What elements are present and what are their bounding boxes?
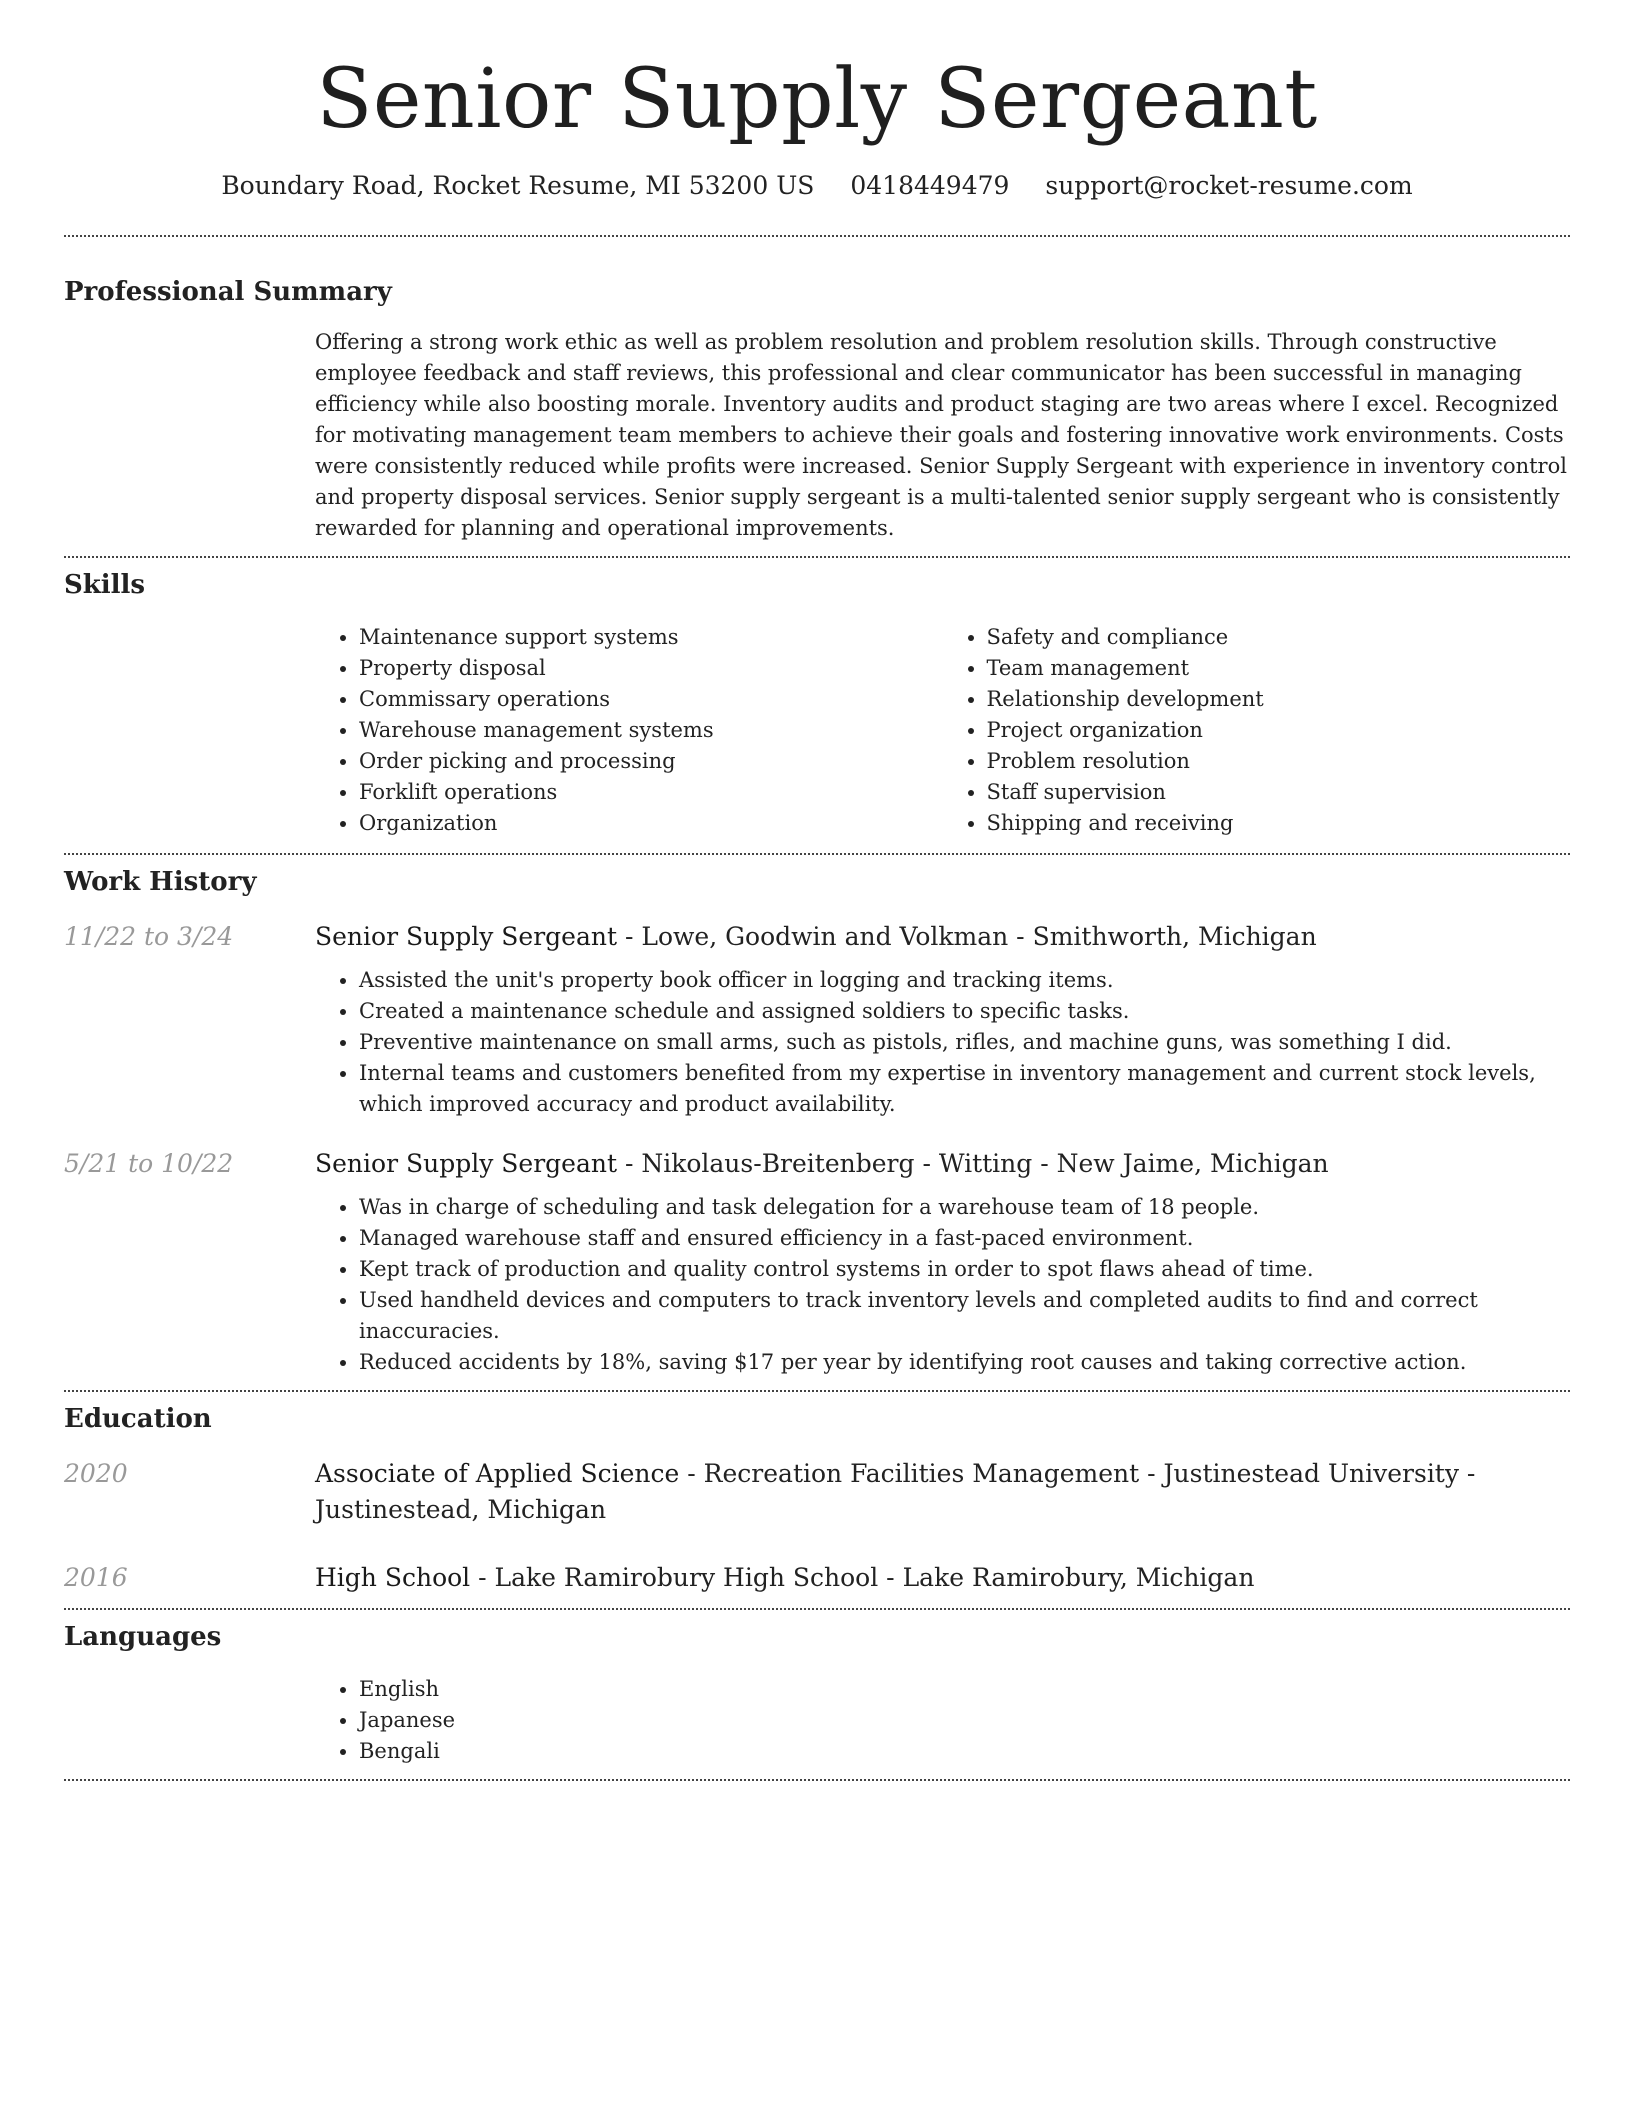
skill-item: • Organization	[359, 808, 943, 839]
job-bullets	[315, 1192, 1570, 1390]
education-degree: High School	[315, 1563, 471, 1592]
job-bullet: • Managed warehouse staff and ensured efficiency in a fast-paced environment.	[359, 1223, 1570, 1254]
job-bullet: • Assisted the unit's property book officer in logging and tracking items.	[359, 965, 1570, 996]
skill-item: • Shipping and receiving	[987, 808, 1571, 839]
skills-grid	[315, 622, 1570, 853]
skill-item: • Warehouse management systems	[359, 715, 943, 746]
job-role: Senior Supply Sergeant	[315, 1149, 617, 1178]
skill-item: • Team management	[987, 653, 1571, 684]
languages-section	[64, 1610, 1570, 1779]
education-entry	[64, 1560, 1570, 1608]
skills-section	[64, 558, 1570, 853]
contact-email: support@rocket-resume.com	[1045, 171, 1413, 200]
job-dates: 11/22 to 3/24	[64, 922, 234, 951]
education-year: 2020	[64, 1459, 128, 1488]
skill-item: • Maintenance support systems	[359, 622, 943, 653]
skill-item: • Problem resolution	[987, 746, 1571, 777]
education-school: - Recreation Facilities Management - Justinestead University - Justinestead, Michigan	[315, 1459, 1476, 1524]
skill-item: • Safety and compliance	[987, 622, 1571, 653]
language-item: • English	[359, 1674, 1570, 1705]
languages-title: Languages	[64, 1622, 222, 1652]
job-bullet: • Created a maintenance schedule and assigned soldiers to specific tasks.	[359, 996, 1570, 1027]
contact-line	[64, 170, 1570, 202]
skill-item: • Commissary operations	[359, 684, 943, 715]
education-section	[64, 1392, 1570, 1608]
education-entry	[64, 1456, 1570, 1528]
education-details	[315, 1456, 1570, 1528]
job-heading	[315, 1146, 1570, 1182]
skill-item: • Property disposal	[359, 653, 943, 684]
contact-phone: 0418449479	[850, 171, 1010, 200]
languages-list-wrap	[315, 1674, 1570, 1779]
education-degree: Associate of Applied Science	[315, 1459, 680, 1488]
job-bullets	[315, 965, 1570, 1120]
job-details	[315, 919, 1570, 1120]
skill-item: • Project organization	[987, 715, 1571, 746]
skills-list-left	[315, 622, 943, 839]
language-item: • Japanese	[359, 1705, 1570, 1736]
job-heading	[315, 919, 1570, 955]
work-title: Work History	[64, 867, 257, 897]
skill-item: • Staff supervision	[987, 777, 1571, 808]
job-employer: - Lowe, Goodwin and Volkman - Smithworth, Michigan	[617, 922, 1317, 951]
language-item: • Bengali	[359, 1736, 1570, 1767]
skills-list-right	[943, 622, 1571, 839]
education-heading	[315, 1560, 1570, 1596]
education-title: Education	[64, 1404, 212, 1434]
job-employer: - Nikolaus-Breitenberg - Witting - New Jaime, Michigan	[617, 1149, 1329, 1178]
job-bullet: • Preventive maintenance on small arms, such as pistols, rifles, and machine guns, was something I did.	[359, 1027, 1570, 1058]
summary-text: Offering a strong work ethic as well as problem resolution and problem resolution skills. Through constructive employee feedback and staff reviews, this professional and clear communicator has been successful in managing efficiency while also boosting morale. Inventory audits and product staging are two areas where I excel. Recognized for motivating management team members to achieve their goals and fostering innovative work environments. Costs were consistently reduced while profits were increased. Senior Supply Sergeant with experience in inventory control and property disposal services. Senior supply sergeant is a multi-talented senior supply sergeant who is consistently rewarded for planning and operational improvements.	[315, 330, 1567, 540]
divider	[64, 1779, 1570, 1781]
summary-title: Professional Summary	[64, 277, 392, 307]
languages-list	[315, 1674, 1570, 1767]
education-year: 2016	[64, 1563, 128, 1592]
education-school: - Lake Ramirobury High School - Lake Ramirobury, Michigan	[470, 1563, 1255, 1592]
contact-address: Boundary Road, Rocket Resume, MI 53200 US	[221, 171, 815, 200]
job-bullet: • Used handheld devices and computers to track inventory levels and completed audits to find and correct inaccuracies.	[359, 1285, 1570, 1347]
summary-section	[64, 237, 1570, 556]
work-section	[64, 855, 1570, 1390]
skill-item: • Forklift operations	[359, 777, 943, 808]
job-bullet: • Was in charge of scheduling and task delegation for a warehouse team of 18 people.	[359, 1192, 1570, 1223]
job-dates: 5/21 to 10/22	[64, 1149, 234, 1178]
resume-page	[64, 0, 1570, 1781]
job-bullet: • Reduced accidents by 18%, saving $17 per year by identifying root causes and taking corrective action.	[359, 1347, 1570, 1378]
skill-item: • Order picking and processing	[359, 746, 943, 777]
education-details	[315, 1560, 1570, 1596]
job-details	[315, 1146, 1570, 1390]
skills-title: Skills	[64, 570, 146, 600]
job-bullet: • Kept track of production and quality control systems in order to spot flaws ahead of time.	[359, 1254, 1570, 1285]
job-bullet: • Internal teams and customers benefited from my expertise in inventory management and current stock levels, which improved accuracy and product availability.	[359, 1058, 1570, 1120]
job-role: Senior Supply Sergeant	[315, 922, 617, 951]
job-entry	[64, 1146, 1570, 1390]
candidate-name: Senior Supply Sergeant	[316, 52, 1318, 147]
education-heading	[315, 1456, 1570, 1528]
skill-item: • Relationship development	[987, 684, 1571, 715]
job-entry	[64, 919, 1570, 1120]
